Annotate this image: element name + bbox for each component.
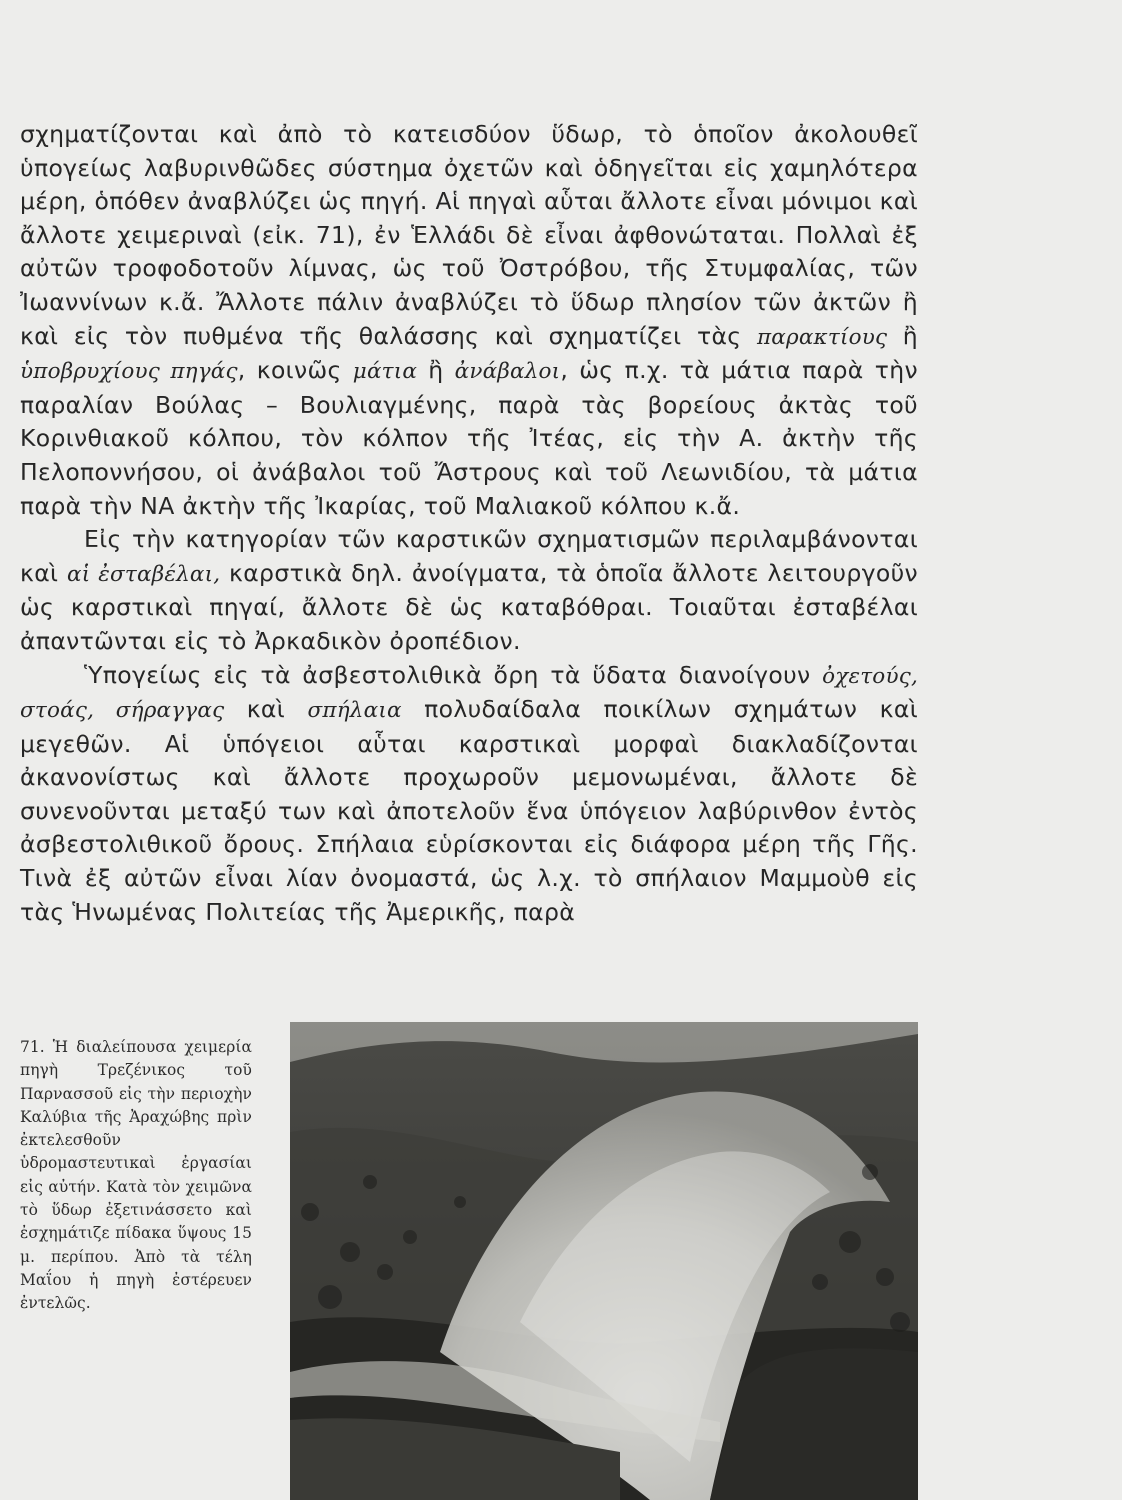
emphasis-term: ὑποβρυχίους πηγάς (20, 359, 238, 385)
paragraph-1: σχηματίζονται καὶ ἀπὸ τὸ κατεισδύον ὕδωρ, τὸ ὁποῖον ἀκολουθεῖ ὑπογείως λαβυρινθῶδες σύστημα ὀχετῶν καὶ ὁδηγεῖται εἰς χαμηλότερα μέρη, ὁπόθεν ἀναβλύζει ὡς πηγή. Αἱ πηγαὶ αὗται ἄλλοτε εἶναι μόνιμοι καὶ ἄλλοτε χειμεριναὶ (εἰκ. 71), ἐν Ἑλλάδι δὲ εἶναι ἀφθονώταται. Πολλαὶ ἐξ αὐτῶν τροφοδοτοῦν λίμνας, ὡς τοῦ Ὀστρόβου, τῆς Στυμφαλίας, τῶν Ἰωαννίνων κ.ἄ. Ἄλλοτε πάλιν ἀναβλύζει τὸ ὕδωρ πλησίον τῶν ἀκτῶν ἢ καὶ εἰς τὸν πυθμένα τῆς θαλάσσης καὶ σχηματίζει τὰς παρακτίους ἢ ὑποβρυχίους πηγάς, κοινῶς μάτια ἢ ἀνάβαλοι, ὡς π.χ. τὰ μάτια παρὰ τὴν παραλίαν Βούλας – Βουλιαγμένης, παρὰ τὰς βορείους ἀκτὰς τοῦ Κορινθιακοῦ κόλπου, τὸν κόλπον τῆς Ἰτέας, εἰς τὴν Α. ἀκτὴν τῆς Πελοποννήσου, οἱ ἀνάβαλοι τοῦ Ἄστρους καὶ τοῦ Λεωνιδίου, τὰ μάτια παρὰ τὴν ΝΑ ἀκτὴν τῆς Ἰκαρίας, τοῦ Μαλιακοῦ κόλπου κ.ἄ. (20, 120, 918, 520)
figure-caption: 71. Ἡ διαλείπουσα χειμερία πηγὴ Τρεζένικος τοῦ Παρνασσοῦ εἰς τὴν περιοχὴν Καλύβια τῆς Ἀραχώβης πρὶν ἐκτελεσθοῦν ὑδρομαστευτικαὶ ἐργασίαι εἰς αὐτήν. Κατὰ τὸν χειμῶνα τὸ ὕδωρ ἐξετινάσσετο καὶ ἐσχημάτιζε πίδακα ὕψους 15 μ. περίπου. Ἀπὸ τὰ τέλη Μαΐου ἡ πηγὴ ἐστέρευεν ἐντελῶς. (20, 1038, 252, 1313)
spring-photo (290, 1022, 918, 1500)
emphasis-term: ὀχετούς, στοάς, σήραγγας (20, 663, 918, 724)
emphasis-term: παρακτίους (756, 324, 888, 350)
emphasis-term: ἀνάβαλοι (454, 359, 561, 385)
emphasis-term: σπήλαια (307, 698, 402, 724)
paragraph-2: Εἰς τὴν κατηγορίαν τῶν καρστικῶν σχηματισμῶν περιλαμβάνονται καὶ αἱ ἐσταβέλαι, καρστικὰ δηλ. ἀνοίγματα, τὰ ὁποῖα ἄλλοτε λειτουργοῦν ὡς καρστικαὶ πηγαί, ἄλλοτε δὲ ὡς καταβόθραι. Τοιαῦται ἐσταβέλαι ἀπαντῶνται εἰς τὸ Ἀρκαδικὸν ὀροπέδιον. (20, 525, 919, 655)
spring-photo-illustration (290, 1022, 918, 1500)
emphasis-term: αἱ ἐσταβέλαι, (67, 561, 221, 587)
paragraph-3: Ὑπογείως εἰς τὰ ἀσβεστολιθικὰ ὄρη τὰ ὕδατα διανοίγουν ὀχετούς, στοάς, σήραγγας καὶ σπήλαια πολυδαίδαλα ποικίλων σχημάτων καὶ μεγεθῶν. Αἱ ὑπόγειοι αὗται καρστικαὶ μορφαὶ διακλαδίζονται ἀκανονίστως καὶ ἄλλοτε προχωροῦν μεμονωμέναι, ἄλλοτε δὲ συνενοῦνται μεταξύ των καὶ ἀποτελοῦν ἕνα ὑπόγειον λαβύρινθον ἐντὸς ἀσβεστολιθικοῦ ὄρους. Σπήλαια εὑρίσκονται εἰς διάφορα μέρη τῆς Γῆς. Τινὰ ἐξ αὐτῶν εἶναι λίαν ὀνομαστά, ὡς λ.χ. τὸ σπήλαιον Μαμμοὺθ εἰς τὰς Ἡνωμένας Πολιτείας τῆς Ἀμερικῆς, παρὰ (20, 660, 919, 926)
body-text (20, 118, 918, 929)
emphasis-term: μάτια (352, 359, 418, 385)
